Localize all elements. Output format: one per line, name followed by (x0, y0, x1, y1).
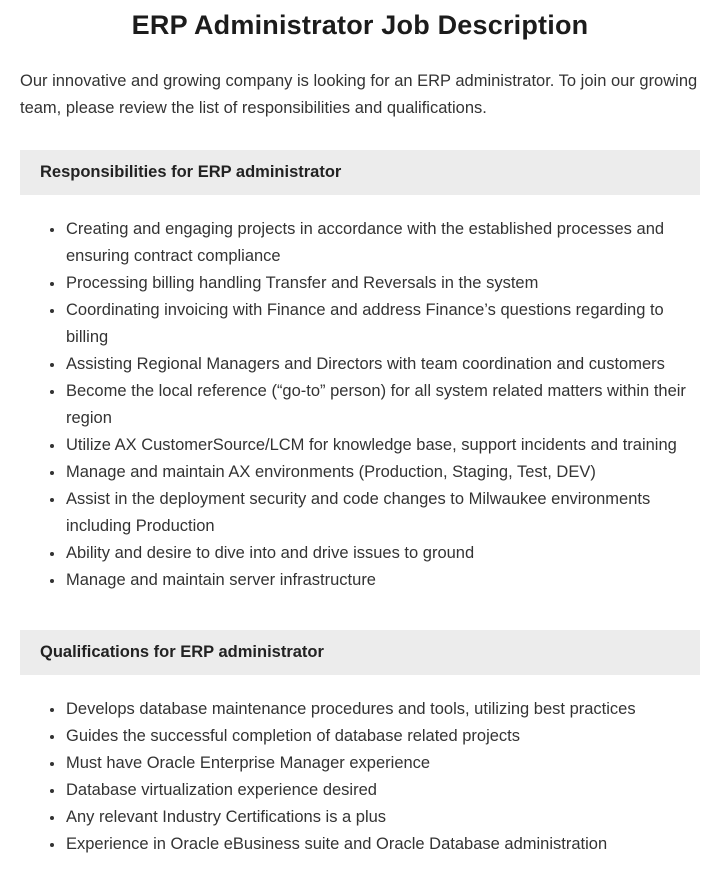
section-heading-label: Responsibilities for ERP administrator (40, 163, 342, 181)
list-item: • Database virtualization experience desired (65, 777, 700, 804)
list-item: • Develops database maintenance procedures and tools, utilizing best practices (65, 696, 700, 723)
list-item: • Processing billing handling Transfer and Reversals in the system (65, 270, 700, 297)
list-item: • Experience in Oracle eBusiness suite and Oracle Database administration (65, 831, 700, 858)
responsibilities-list (20, 216, 700, 594)
list-item: • Utilize AX CustomerSource/LCM for knowledge base, support incidents and training (65, 432, 700, 459)
list-item: • Assist in the deployment security and code changes to Milwaukee environments including Production (65, 486, 700, 540)
list-item: • Manage and maintain server infrastructure (65, 567, 700, 594)
section-heading-label: Qualifications for ERP administrator (40, 643, 324, 661)
section-heading-qualifications (20, 630, 700, 675)
page-title: ERP Administrator Job Description (131, 10, 589, 40)
list-item: • Guides the successful completion of database related projects (65, 723, 700, 750)
list-item: • Any relevant Industry Certifications is a plus (65, 804, 700, 831)
list-item: • Coordinating invoicing with Finance and address Finance’s questions regarding to billing (65, 297, 700, 351)
intro-paragraph: Our innovative and growing company is looking for an ERP administrator. To join our growing team, please review the list of responsibilities and qualifications. (20, 72, 698, 117)
list-item: • Manage and maintain AX environments (Production, Staging, Test, DEV) (65, 459, 700, 486)
list-item: • Creating and engaging projects in accordance with the established processes and ensuring contract compliance (65, 216, 700, 270)
list-item: • Must have Oracle Enterprise Manager experience (65, 750, 700, 777)
list-item: • Assisting Regional Managers and Directors with team coordination and customers (65, 351, 700, 378)
list-item: • Become the local reference (“go-to” person) for all system related matters within their region (65, 378, 700, 432)
list-item: • Ability and desire to dive into and drive issues to ground (65, 540, 700, 567)
qualifications-list (20, 696, 700, 858)
section-heading-responsibilities (20, 150, 700, 195)
